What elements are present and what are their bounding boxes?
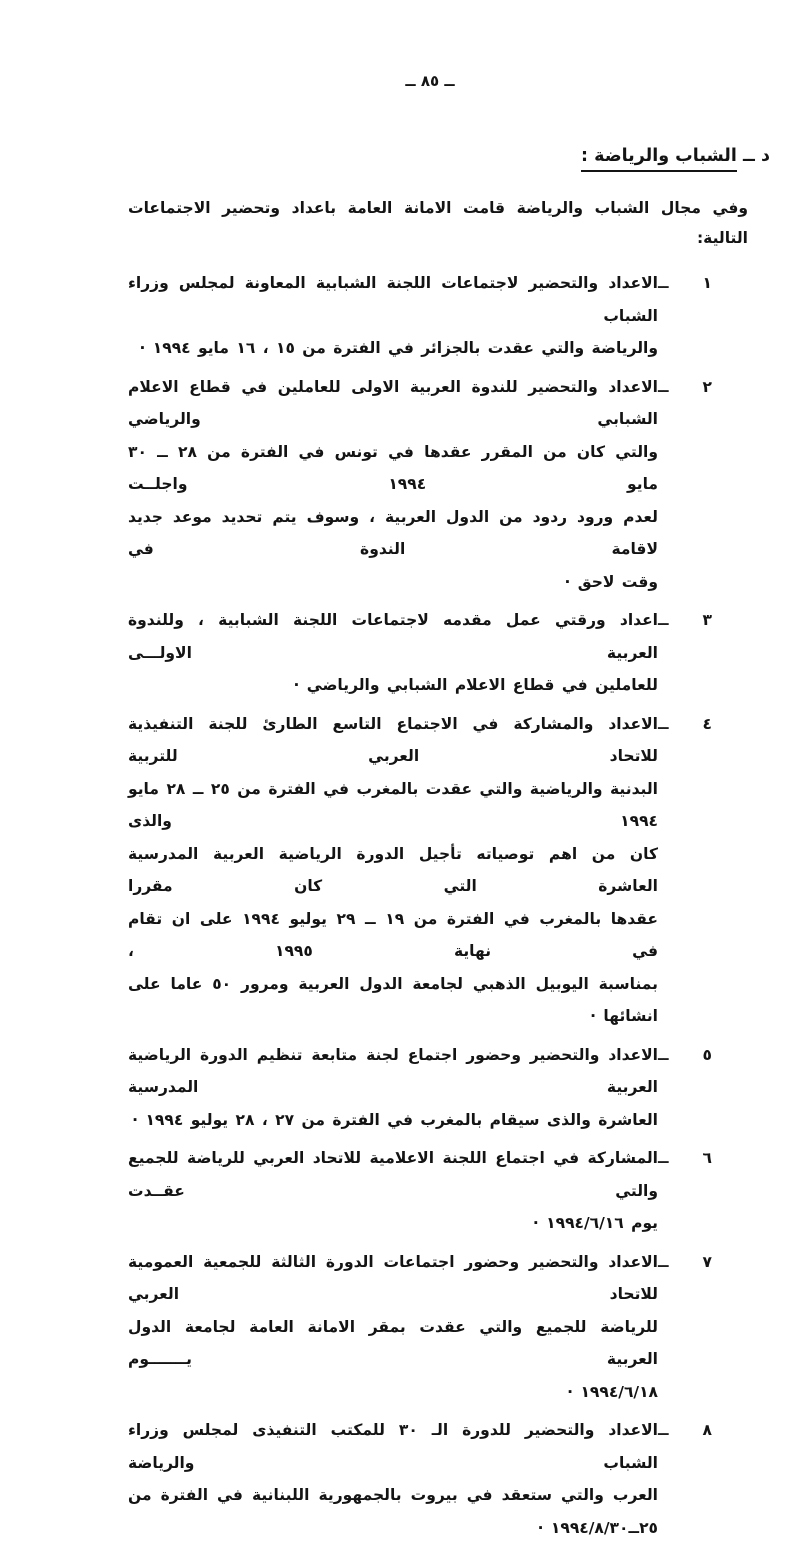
item-line: العرب والتي ستعقد في بيروت بالجمهورية اللبنانية في الفترة من ٢٥ــ١٩٩٤/٨/٣٠ ·	[128, 1486, 658, 1537]
item-dash: ــ	[658, 1421, 669, 1439]
item-dash: ــ	[658, 1252, 669, 1271]
item-text	[128, 267, 658, 365]
item-marker	[658, 1039, 712, 1137]
scanned-document-page	[0, 72, 788, 1537]
item-line: الاعداد والتحضير وحضور اجتماع لجنة متابعة تنظيم الدورة الرياضية العربية المدرسية	[128, 1045, 658, 1096]
item-line: ١٩٩٤/٦/١٨ ·	[567, 1382, 658, 1401]
section-heading-prefix: د ــ	[742, 146, 770, 166]
item-line: لعدم ورود ردود من الدول العربية ، وسوف يتم تحديد موعد جديد لاقامة الندوة في	[128, 507, 658, 558]
item-number: ٧	[702, 1252, 712, 1271]
item-line: اعداد ورقتي عمل مقدمه لاجتماعات اللجنة الشبابية ، وللندوة العربية الاولـــى	[128, 611, 658, 662]
item-marker	[658, 267, 712, 365]
item-dash: ــ	[658, 1149, 669, 1167]
item-text	[128, 604, 658, 702]
numbered-item	[128, 708, 712, 1033]
numbered-item	[128, 267, 712, 365]
item-text	[128, 1039, 658, 1137]
item-number: ٤	[702, 714, 712, 733]
item-number: ٣	[702, 611, 712, 629]
item-line: للعاملين في قطاع الاعلام الشبابي والرياضي ·	[293, 676, 658, 694]
item-line: كان من اهم توصياته تأجيل الدورة الرياضية العربية المدرسية العاشرة التي كان مقررا	[128, 844, 658, 895]
item-text	[128, 1246, 658, 1409]
item-line: المشاركة في اجتماع اللجنة الاعلامية للاتحاد العربي للرياضة للجميع والتي عقــدت	[128, 1149, 658, 1200]
item-dash: ــ	[658, 377, 669, 396]
item-line: يوم ١٩٩٤/٦/١٦ ·	[532, 1214, 658, 1232]
item-dash: ــ	[658, 1045, 669, 1064]
numbered-item	[128, 604, 712, 702]
item-line: وقت لاحق ·	[564, 572, 658, 591]
item-dash: ــ	[658, 714, 669, 733]
item-text	[128, 1414, 658, 1544]
item-marker	[658, 708, 712, 1033]
item-line: البدنية والرياضية والتي عقدت بالمغرب في الفترة من ٢٥ ــ ٢٨ مايو ١٩٩٤ والذى	[128, 779, 658, 830]
item-line: والتي كان من المقرر عقدها في تونس في الفترة من ٢٨ ــ ٣٠ مايو ١٩٩٤ واجلــت	[128, 442, 658, 493]
item-number: ٨	[702, 1421, 712, 1439]
item-line: بمناسبة اليوبيل الذهبي لجامعة الدول العربية ومرور ٥٠ عاما على انشائها ·	[128, 974, 658, 1025]
page-number: ــ ٨٥ ــ	[405, 72, 455, 90]
item-line: الاعداد والتحضير لاجتماعات اللجنة الشبابية المعاونة لمجلس وزراء الشباب	[128, 274, 658, 325]
item-line: والرياضة والتي عقدت بالجزائر في الفترة من ١٥ ، ١٦ مايو ١٩٩٤ ·	[139, 339, 658, 357]
item-text	[128, 708, 658, 1033]
item-text	[128, 1142, 658, 1240]
item-line: عقدها بالمغرب في الفترة من ١٩ ــ ٢٩ يوليو ١٩٩٤ على ان تقام في نهاية ١٩٩٥ ،	[128, 909, 658, 960]
item-marker	[658, 604, 712, 702]
item-line: للرياضة للجميع والتي عقدت بمقر الامانة العامة لجامعة الدول العربية يـــــــوم	[128, 1317, 658, 1368]
item-number: ٢	[702, 377, 712, 396]
item-number: ١	[702, 274, 712, 292]
numbered-item	[128, 1246, 712, 1409]
item-text	[128, 371, 658, 599]
numbered-item	[128, 1039, 712, 1137]
item-line: الاعداد والمشاركة في الاجتماع التاسع الطارئ للجنة التنفيذية للاتحاد العربي للتربية	[128, 714, 658, 765]
item-line: الاعداد والتحضير للدورة الـ ٣٠ للمكتب التنفيذى لمجلس وزراء الشباب والرياضة	[128, 1421, 658, 1472]
numbered-item	[128, 1142, 712, 1240]
item-dash: ــ	[658, 611, 669, 629]
section-heading	[0, 146, 770, 166]
numbered-item	[128, 1414, 712, 1544]
intro-paragraph: وفي مجال الشباب والرياضة قامت الامانة العامة باعداد وتحضير الاجتماعات التالية:	[128, 199, 748, 247]
item-marker	[658, 1414, 712, 1544]
numbered-item	[128, 371, 712, 599]
item-dash: ــ	[658, 274, 669, 292]
section-heading-title: الشباب والرياضة :	[581, 146, 737, 172]
item-number: ٥	[702, 1045, 712, 1064]
item-line: العاشرة والذى سيقام بالمغرب في الفترة من ٢٧ ، ٢٨ يوليو ١٩٩٤ ·	[132, 1110, 658, 1129]
item-number: ٦	[702, 1149, 712, 1167]
item-line: الاعداد والتحضير للندوة العربية الاولى للعاملين في قطاع الاعلام الشبابي والرياضي	[128, 377, 658, 428]
item-marker	[658, 1142, 712, 1240]
item-marker	[658, 371, 712, 599]
item-marker	[658, 1246, 712, 1409]
items-list	[0, 267, 788, 1544]
item-line: الاعداد والتحضير وحضور اجتماعات الدورة الثالثة للجمعية العمومية للاتحاد العربي	[128, 1252, 658, 1303]
